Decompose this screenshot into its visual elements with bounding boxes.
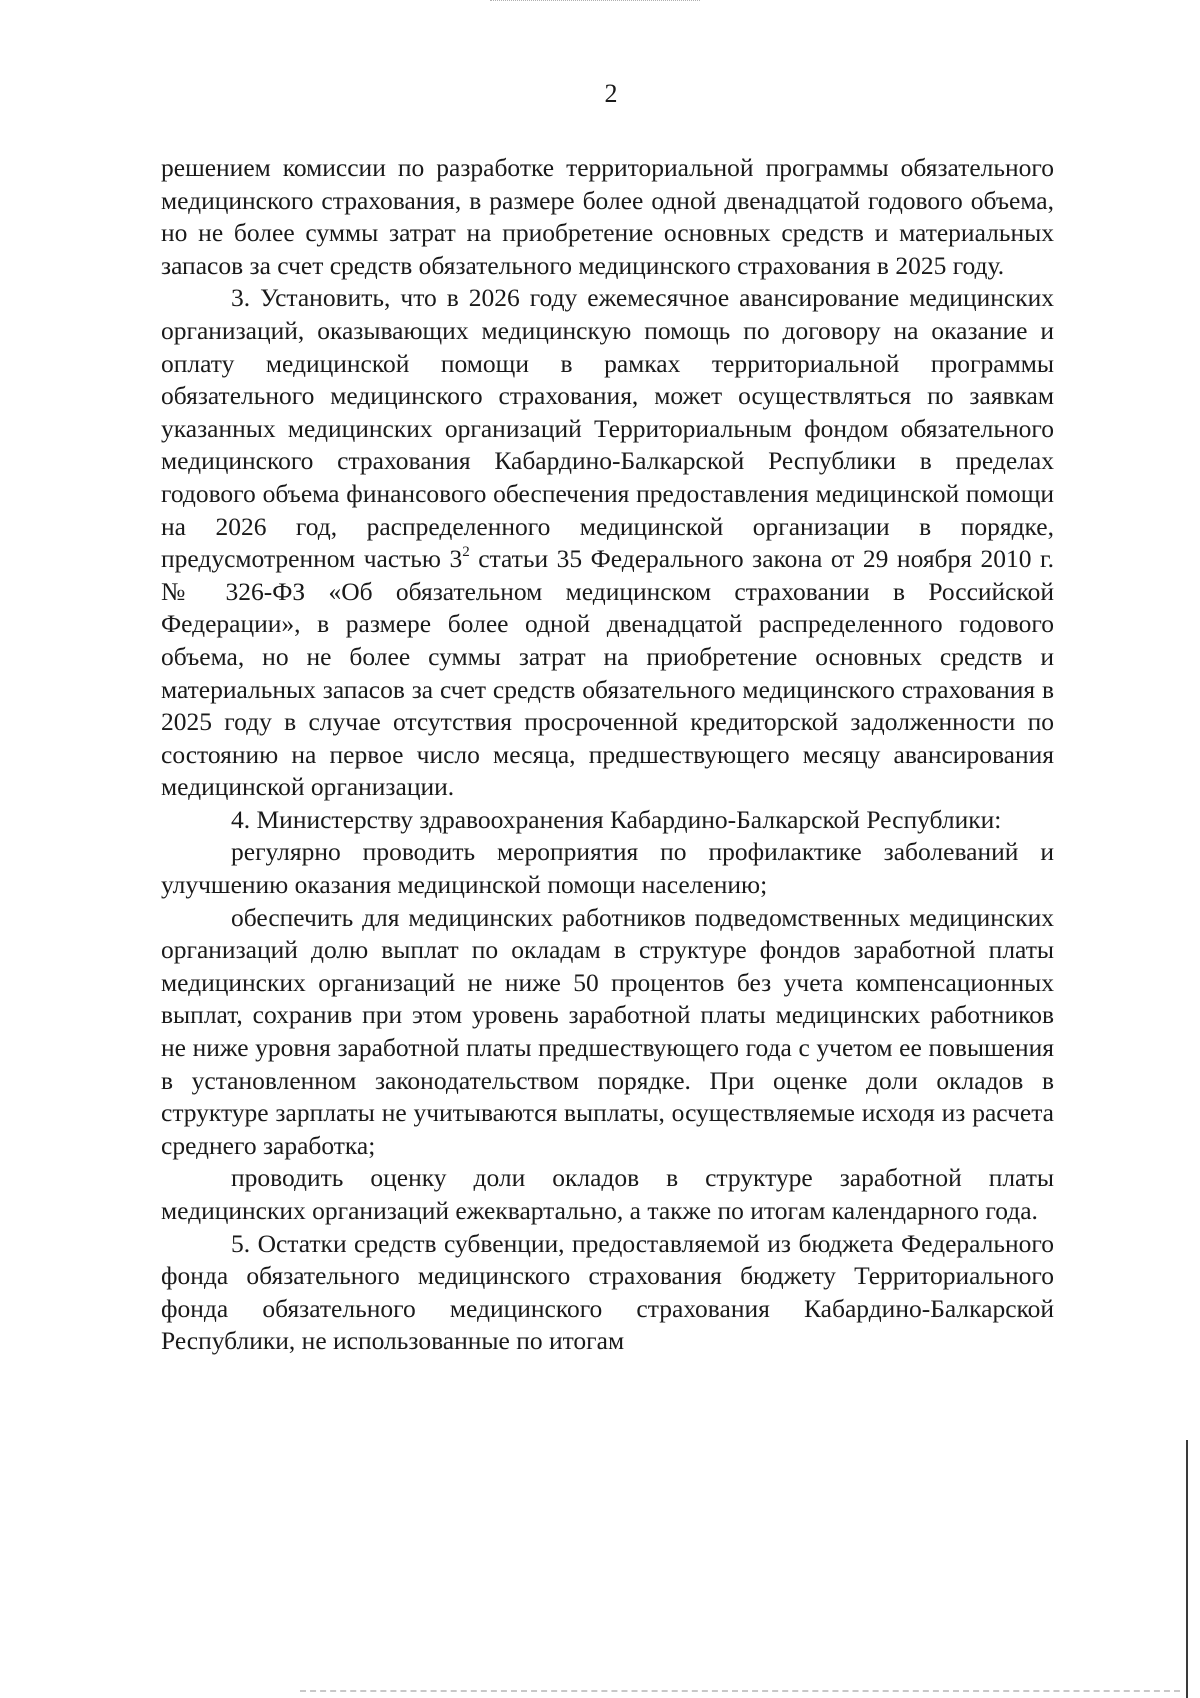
paragraph-item-3 bbox=[161, 282, 1054, 804]
paragraph-item-4-sub-3: проводить оценку доли окладов в структуре заработной платы медицинских организаций ежеквартально, а также по итогам календарного года. bbox=[161, 1163, 1054, 1225]
superscript-part-number: 2 bbox=[462, 544, 470, 561]
paragraph-item-4-sub-1: регулярно проводить мероприятия по профилактике заболеваний и улучшению оказания медицинской помощи населению; bbox=[161, 837, 1054, 900]
page-number: 2 bbox=[604, 79, 618, 108]
paragraph-item-3-text-b: статьи 35 Федерального закона от 29 ноября 2010 г. № 326-ФЗ «Об обязательном медицинском страховании в Российской Федерации», в размере более одной двенадцатой распределенного годового объема, но не более суммы затрат на приобретение основных средств и материальных запасов за счет средств обязательного медицинского страхования в 2025 году в случае отсутствия просроченной кредиторской задолженности по состоянию на первое число месяца, предшествующего месяцу авансирования медицинской организации. bbox=[161, 544, 1054, 802]
paragraph-item-5: 5. Остатки средств субвенции, предоставляемой из бюджета Федерального фонда обязательного медицинского страхования бюджету Территориального фонда обязательного медицинского страхования Кабардино-Балкарской Республики, не использованные по итогам bbox=[161, 1228, 1054, 1356]
scan-artifact-top bbox=[490, 0, 700, 5]
document-body bbox=[161, 152, 1054, 1358]
paragraph-item-3-text-a: 3. Установить, что в 2026 году ежемесячное авансирование медицинских организаций, оказывающих медицинскую помощь по договору на оказание и оплату медицинской помощи в рамках территориальной программы обязательного медицинского страхования, может осуществляться по заявкам указанных медицинских организаций Территориальным фондом обязательного медицинского страхования Кабардино-Балкарской Республики в пределах годового объема финансового обеспечения предоставления медицинской помощи на 2026 год, распределенного медицинской организации в порядке, предусмотренном частью 3 bbox=[161, 283, 1054, 574]
paragraph-item-4: 4. Министерству здравоохранения Кабардино-Балкарской Республики: bbox=[231, 804, 1002, 834]
paragraph-item-4-sub-2: обеспечить для медицинских работников подведомственных медицинских организаций долю выплат по окладам в структуре фондов заработной платы медицинских организаций не ниже 50 процентов без учета компенсационных выплат, сохранив при этом уровень заработной платы медицинских работников не ниже уровня заработной платы предшествующего года с учетом ее повышения в установленном законодательством порядке. При оценке доли окладов в структуре зарплаты не учитываются выплаты, осуществляемые исходя из расчета среднего заработка; bbox=[161, 902, 1054, 1160]
scan-artifact-edge bbox=[1186, 1440, 1188, 1698]
scan-artifact-bottom bbox=[300, 1690, 1180, 1694]
paragraph-continuation: решением комиссии по разработке территориальной программы обязательного медицинского страхования, в размере более одной двенадцатой годового объема, но не более суммы затрат на приобретение основных средств и материальных запасов за счет средств обязательного медицинского страхования в 2025 году. bbox=[161, 153, 1054, 280]
